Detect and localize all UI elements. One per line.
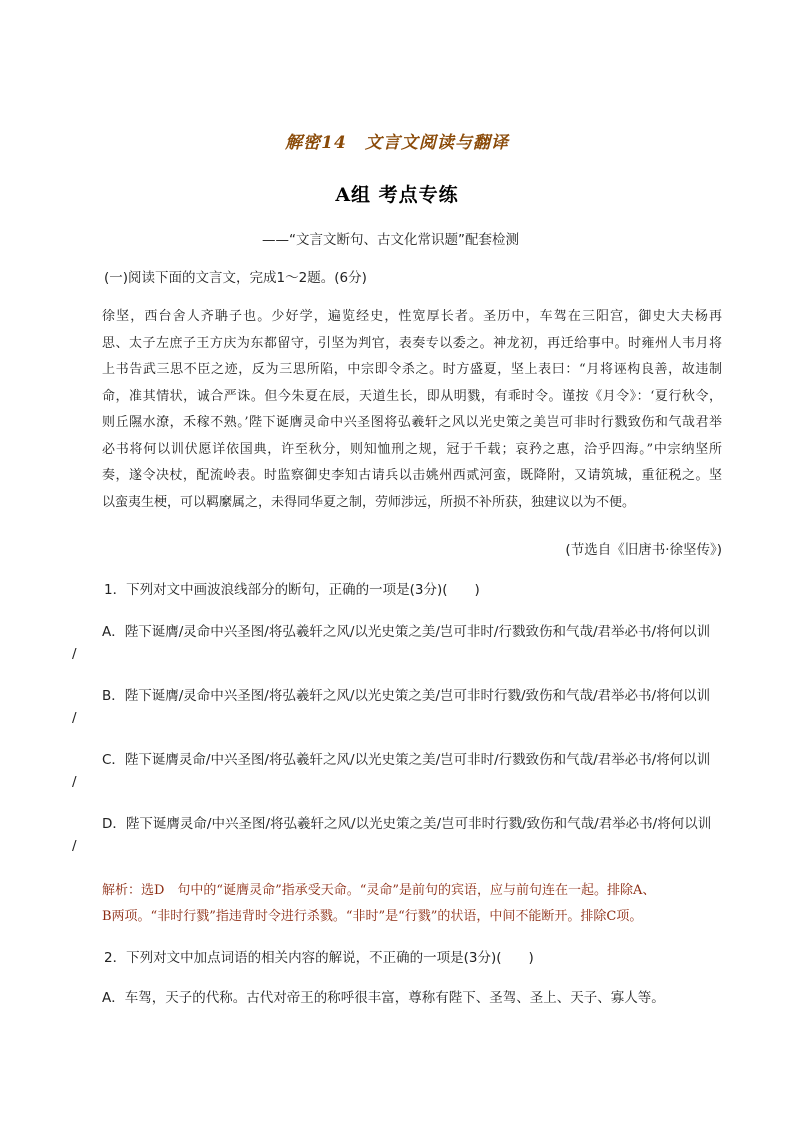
passage-line: 奏，遂令决杖，配流岭表。时监察御史李知古请兵以击姚州西贰河蛮，既降附，又请筑城，重征税之。坚 — [102, 468, 722, 483]
question-2-stem: 2．下列对文中加点词语的相关内容的解说，不正确的一项是(3分)( ) — [104, 950, 534, 966]
question-1-option-c: C．陛下诞膺灵命/中兴圣图/将弘羲轩之风/以光史策之美/岂可非时/行戮致伤和气哉/君举必书/将何以训 — [102, 752, 711, 768]
question-1-option-a: A．陛下诞膺/灵命中兴圣图/将弘羲轩之风/以光史策之美/岂可非时/行戮致伤和气哉/君举必书/将何以训 — [102, 624, 711, 640]
passage-source: (节选自《旧唐书·徐坚传》) — [565, 542, 722, 558]
classical-passage — [102, 304, 722, 516]
passage-line: 则丘隰水潦，禾稼不熟。’陛下诞膺灵命中兴圣图将弘羲轩之风以光史策之美岂可非时行戮致伤和气哉君举 — [102, 415, 722, 430]
passage-line: 必书将何以训伏愿详依国典，许至秋分，则知恤刑之规，冠于千载；哀矜之惠，洽乎四海。”中宗纳坚所 — [102, 441, 722, 457]
question-1-option-d: D．陛下诞膺灵命/中兴圣图/将弘羲轩之风/以光史策之美/岂可非时行戮/致伤和气哉/君举必书/将何以训 — [102, 816, 712, 832]
analysis-line: 解析：选D 句中的“诞膺灵命”指承受天命。“灵命”是前句的宾语，应与前句连在一起。排除A、 — [102, 883, 656, 898]
option-b-slash: / — [72, 710, 77, 726]
passage-line: 以蛮夷生梗，可以羁縻属之，未得同华夏之制，劳师涉远，所损不补所获，独建议以为不便。 — [102, 494, 636, 510]
question-1-analysis — [102, 878, 726, 930]
option-c-slash: / — [72, 774, 77, 790]
passage-line: 上书告武三思不臣之迹，反为三思所陷，中宗即令杀之。时方盛夏，坚上表曰：“月将诬构良善，故违制 — [102, 362, 722, 377]
passage-line: 思、太子左庶子王方庆为东都留守，引坚为判官，表奏专以委之。神龙初，再迁给事中。时雍州人韦月将 — [102, 335, 722, 351]
passage-line: 命，准其情状，诚合严诛。但今朱夏在辰，天道生长，即从明戮，有乖时令。谨按《月令》：‘夏行秋令， — [102, 388, 722, 404]
section-title: 解密14 文言文阅读与翻译 — [285, 133, 509, 153]
subtitle: ——“文言文断句、古文化常识题”配套检测 — [262, 232, 519, 248]
question-1-option-b: B．陛下诞膺/灵命中兴圣图/将弘羲轩之风/以光史策之美/岂可非时行戮/致伤和气哉/君举必书/将何以训 — [102, 688, 711, 704]
option-a-slash: / — [72, 646, 77, 662]
question-1-stem: 1．下列对文中画波浪线部分的断句，正确的一项是(3分)( ) — [104, 582, 480, 598]
reading-instruction: (一)阅读下面的文言文，完成1～2题。(6分) — [104, 270, 367, 286]
question-2-option-a: A．车驾，天子的代称。古代对帝王的称呼很丰富，尊称有陛下、圣驾、圣上、天子、寡人等。 — [102, 990, 665, 1006]
passage-line: 徐坚，西台舍人齐聃子也。少好学，遍览经史，性宽厚长者。圣历中，车驾在三阳宫，御史大夫杨再 — [102, 309, 722, 324]
analysis-line: B两项。“非时行戮”指违背时令进行杀戮。“非时”是“行戮”的状语，中间不能断开。排除C项。 — [102, 909, 643, 924]
option-d-slash: / — [72, 838, 77, 854]
group-heading: A组 考点专练 — [335, 184, 459, 206]
